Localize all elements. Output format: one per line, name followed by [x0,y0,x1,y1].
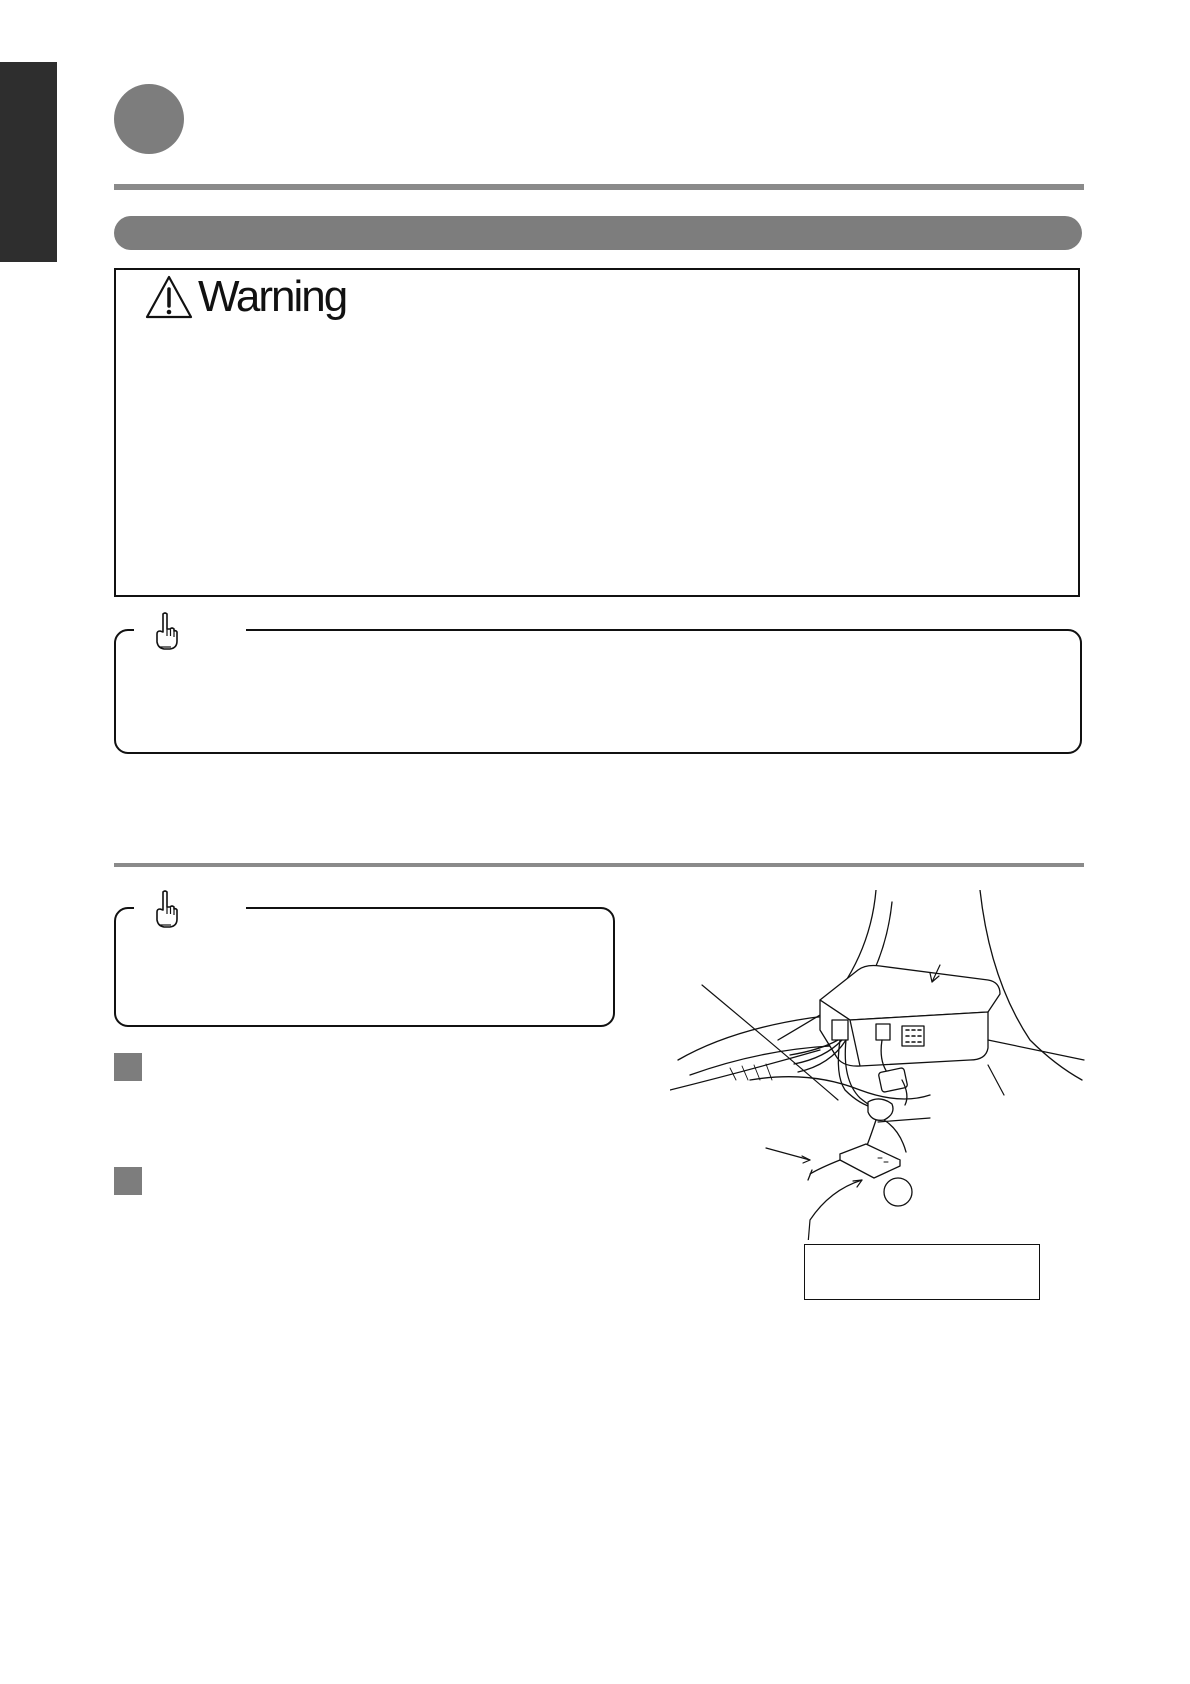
step-2-marker [114,1167,142,1195]
subsection-bar [114,216,1082,250]
pointing-hand-icon [152,611,180,651]
note-box [114,629,1082,754]
warning-triangle-icon [144,274,194,320]
header-rule [114,184,1084,190]
callout-circle [884,1178,912,1206]
diagram-caption-box [804,1244,1040,1300]
note-box-secondary [114,907,615,1027]
section-divider [114,863,1084,867]
step-1-marker [114,1053,142,1081]
control-unit-top [820,966,1000,1021]
warning-box [114,268,1080,597]
note-label-gap [134,627,246,635]
note-label-gap [134,905,246,913]
section-number-badge [114,84,184,154]
wiring-diagram [670,890,1090,1240]
warning-title: Warning [198,272,347,321]
chapter-side-tab [0,62,57,262]
pointing-hand-icon [152,889,180,929]
